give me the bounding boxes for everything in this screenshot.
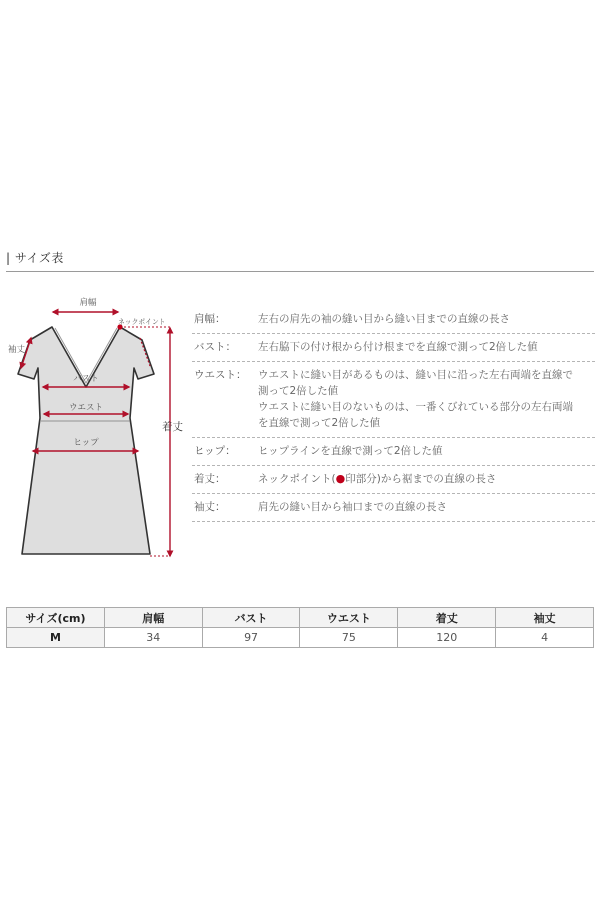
definition-shoulder	[192, 306, 595, 334]
definition-term: 肩幅：	[194, 313, 226, 325]
length-cell: 120	[398, 628, 496, 648]
definition-bust	[192, 334, 595, 362]
definition-term: ウエスト：	[194, 369, 247, 381]
definition-text: ウエストに縫い目があるものは、縫い目に沿った左右両端を直線で 測って2倍した値 ウエストに縫い目のないものは、一番くびれている部分の左右両端 を直線で測って2倍した値	[258, 369, 573, 429]
section-divider	[6, 271, 594, 272]
header-waist: ウエスト	[300, 608, 398, 628]
definition-term: 袖丈：	[194, 501, 226, 513]
definition-text: 肩先の縫い目から袖口までの直線の長さ	[258, 501, 447, 513]
definition-text: 左右の肩先の袖の縫い目から縫い目までの直線の長さ	[258, 313, 510, 325]
definition-term: ヒップ：	[194, 445, 236, 457]
definition-term: 着丈：	[194, 473, 226, 485]
table-row	[7, 628, 594, 648]
definition-text: ヒップラインを直線で測って2倍した値	[258, 445, 443, 457]
definition-waist	[192, 362, 595, 438]
table-header-row	[7, 608, 594, 628]
dress-diagram	[0, 290, 195, 570]
header-size: サイズ(cm)	[7, 608, 105, 628]
size-table	[6, 607, 594, 648]
waist-label: ウエスト	[68, 403, 104, 413]
length-label: 着丈	[162, 421, 183, 433]
bust-cell: 97	[202, 628, 300, 648]
definition-term: バスト：	[194, 341, 236, 353]
neck-point-label: ネックポイント	[118, 318, 166, 326]
waist-cell: 75	[300, 628, 398, 648]
header-length: 着丈	[398, 608, 496, 628]
measurement-definitions	[192, 306, 595, 522]
shoulder-cell: 34	[104, 628, 202, 648]
shoulder-label: 肩幅	[79, 298, 97, 308]
definition-length	[192, 466, 595, 494]
definition-text: ネックポイント(●印部分)から裾までの直線の長さ	[258, 472, 497, 485]
size-cell: M	[7, 628, 105, 648]
header-sleeve: 袖丈	[496, 608, 594, 628]
bust-label: バスト	[73, 374, 99, 384]
header-shoulder: 肩幅	[104, 608, 202, 628]
definition-hip	[192, 438, 595, 466]
red-dot-icon: ●	[335, 472, 346, 485]
sleeve-label: 袖丈	[8, 345, 26, 355]
header-bust: バスト	[202, 608, 300, 628]
section-title: | サイズ表	[6, 251, 64, 265]
definition-sleeve	[192, 494, 595, 522]
hip-label: ヒップ	[73, 438, 99, 448]
definition-text: 左右脇下の付け根から付け根までを直線で測って2倍した値	[258, 341, 538, 353]
sleeve-cell: 4	[496, 628, 594, 648]
